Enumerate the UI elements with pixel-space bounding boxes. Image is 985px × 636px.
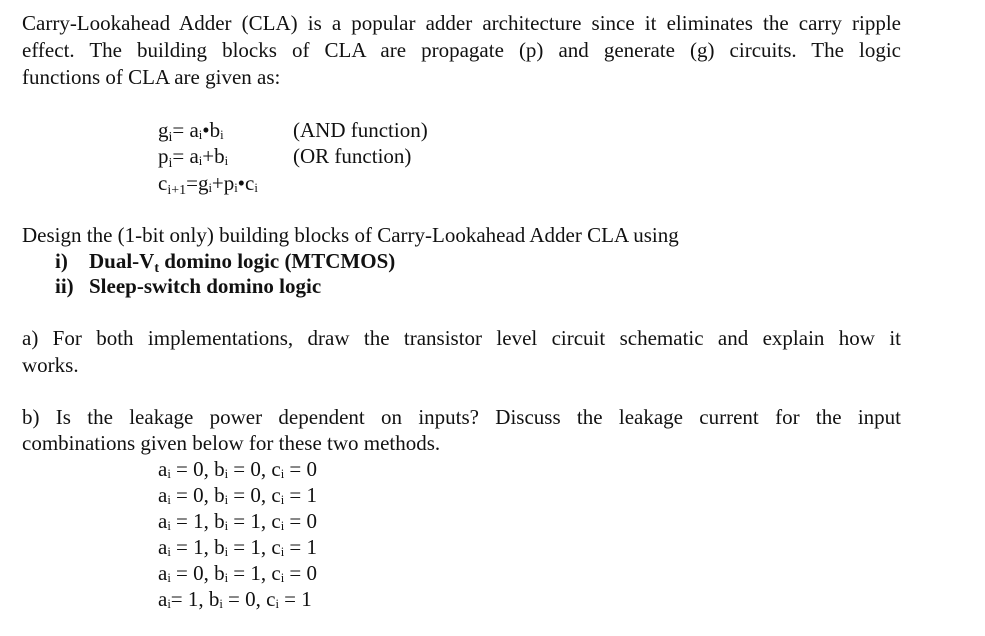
combination-1: aᵢ = 0, bᵢ = 0, cᵢ = 0: [158, 457, 317, 481]
design-heading: Design the (1-bit only) building blocks of Carry-Lookahead Adder CLA using: [22, 223, 679, 247]
question-a-line-1: a) For both implementations, draw the transistor level circuit schematic and explain how it: [22, 326, 901, 350]
equation-carry: [158, 170, 258, 196]
equation-propagate: [158, 143, 228, 169]
equation-lhs-sub: i+1: [167, 183, 187, 198]
combination-4: aᵢ = 1, bᵢ = 1, cᵢ = 1: [158, 535, 317, 559]
design-item-2: [55, 273, 321, 299]
equation-rhs: = aᵢ+bᵢ: [172, 144, 229, 168]
equation-lhs-sub: i: [168, 156, 173, 171]
design-item-2-text: Sleep-switch domino logic: [89, 274, 322, 298]
equation-generate: [158, 117, 224, 143]
design-item-1-sub: t: [154, 261, 160, 276]
intro-line-2: effect. The building blocks of CLA are propagate (p) and generate (g) circuits. The logic: [22, 38, 901, 62]
question-b-line-2: combinations given below for these two methods.: [22, 431, 441, 455]
equation-generate-comment: (AND function): [293, 118, 428, 142]
design-item-1-text-end: domino logic (MTCMOS): [159, 249, 396, 273]
intro-line-1: Carry-Lookahead Adder (CLA) is a popular adder architecture since it eliminates the carry ripple: [22, 11, 901, 35]
equation-rhs: = aᵢ•bᵢ: [172, 118, 224, 142]
equation-rhs: =gᵢ+pᵢ•cᵢ: [186, 171, 258, 195]
design-item-1-text: Dual-V: [89, 249, 155, 273]
equation-lhs-sub: i: [168, 130, 173, 145]
combination-3: aᵢ = 1, bᵢ = 1, cᵢ = 0: [158, 509, 317, 533]
equation-lhs: g: [158, 118, 169, 142]
design-item-1: [55, 248, 395, 274]
question-a-line-2: works.: [22, 353, 79, 377]
list-number: i): [55, 249, 68, 273]
intro-line-3: functions of CLA are given as:: [22, 65, 281, 89]
list-number: ii): [55, 274, 74, 298]
combination-2: aᵢ = 0, bᵢ = 0, cᵢ = 1: [158, 483, 317, 507]
equation-propagate-comment: (OR function): [293, 144, 412, 168]
equation-lhs: p: [158, 144, 169, 168]
question-b-line-1: b) Is the leakage power dependent on inputs? Discuss the leakage current for the input: [22, 405, 901, 429]
combination-5: aᵢ = 0, bᵢ = 1, cᵢ = 0: [158, 561, 317, 585]
combination-6: aᵢ= 1, bᵢ = 0, cᵢ = 1: [158, 587, 312, 611]
equation-lhs: c: [158, 171, 168, 195]
